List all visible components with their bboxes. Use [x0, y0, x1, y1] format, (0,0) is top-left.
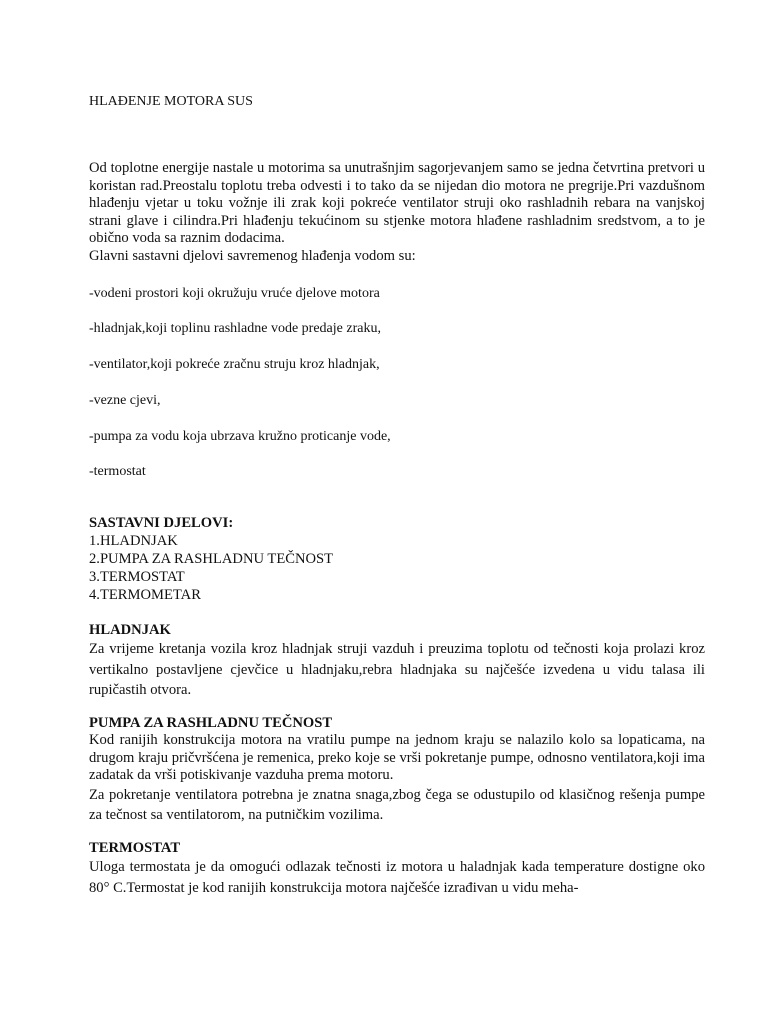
list-item: -ventilator,koji pokreće zračnu struju kroz hladnjak, — [89, 357, 380, 372]
parts-list — [89, 532, 705, 604]
intro-paragraph: Od toplotne energije nastale u motorima sa unutrašnjim sagorjevanjem samo se jedna četvrtina pretvori u koristan rad.Preostalu toplotu treba odvesti i to tako da se nijedan dio motora ne pregrije.Pri vazdušnom hlađenju vjetar u toku vožnje ili zrak koji pokreće ventilator struji oko rashladnih rebara na vanjskoj strani glave i cilindra.Pri hlađenju tekućinom su stjenke motora hlađene rashladnim sredstvom, a to je obično voda sa raznim dodacima. — [89, 160, 705, 246]
list-item: 1.HLADNJAK — [89, 533, 178, 549]
hladnjak-section — [89, 621, 705, 701]
list-item: -vodeni prostori koji okružuju vruće djelove motora — [89, 286, 380, 301]
section-body: Kod ranijih konstrukcija motora na vratilu pumpe na jednom kraju se nalazilo kolo sa lopaticama, na drugom kraju pričvršćena je remenica, preko koje se vrši pokretanje pumpe, odnosno ventilatora,koji ima zadatak da vrši potiskivanje vazduha prema motoru. — [89, 732, 705, 783]
list-item: 2.PUMPA ZA RASHLADNU TEČNOST — [89, 551, 334, 567]
pumpa-section — [89, 714, 705, 825]
intro-lead-sentence: Glavni sastavni djelovi savremenog hlađenja vodom su: — [89, 247, 416, 264]
list-item: -pumpa za vodu koja ubrzava kružno proticanje vode, — [89, 429, 391, 444]
list-item: 3.TERMOSTAT — [89, 569, 185, 585]
list-item: 4.TERMOMETAR — [89, 587, 201, 603]
section-body: Za pokretanje ventilatora potrebna je znatna snaga,zbog čega se odustupilo od klasičnog rešenja pumpe za tečnost sa ventilatorom, na putničkim vozilima. — [89, 786, 705, 823]
intro-text — [89, 160, 705, 265]
section-heading: PUMPA ZA RASHLADNU TEČNOST — [89, 715, 333, 731]
section-body: Za vrijeme kretanja vozila kroz hladnjak struji vazduh i preuzima toplotu od tečnosti koja prolazi kroz vertikalno postavljene cjevčice u hladnjaku,rebra hladnjaka su najčešće izvedena u vidu talasa ili rupičastih otvora. — [89, 641, 705, 698]
section-heading: SASTAVNI DJELOVI: — [89, 515, 234, 531]
document-title: HLAĐENJE MOTORA SUS — [89, 94, 253, 109]
section-heading: TERMOSTAT — [89, 840, 181, 856]
list-item: -hladnjak,koji toplinu rashladne vode predaje zraku, — [89, 321, 381, 336]
section-body: Uloga termostata je da omogući odlazak tečnosti iz motora u haladnjak kada temperature dostigne oko 80° C.Termostat je kod ranijih konstrukcija motora najčešće izrađivan u vidu meha- — [89, 859, 705, 896]
list-item: -vezne cjevi, — [89, 393, 161, 408]
termostat-section — [89, 839, 705, 898]
list-item: -termostat — [89, 464, 146, 479]
section-heading: HLADNJAK — [89, 622, 171, 638]
parts-section — [89, 514, 705, 604]
